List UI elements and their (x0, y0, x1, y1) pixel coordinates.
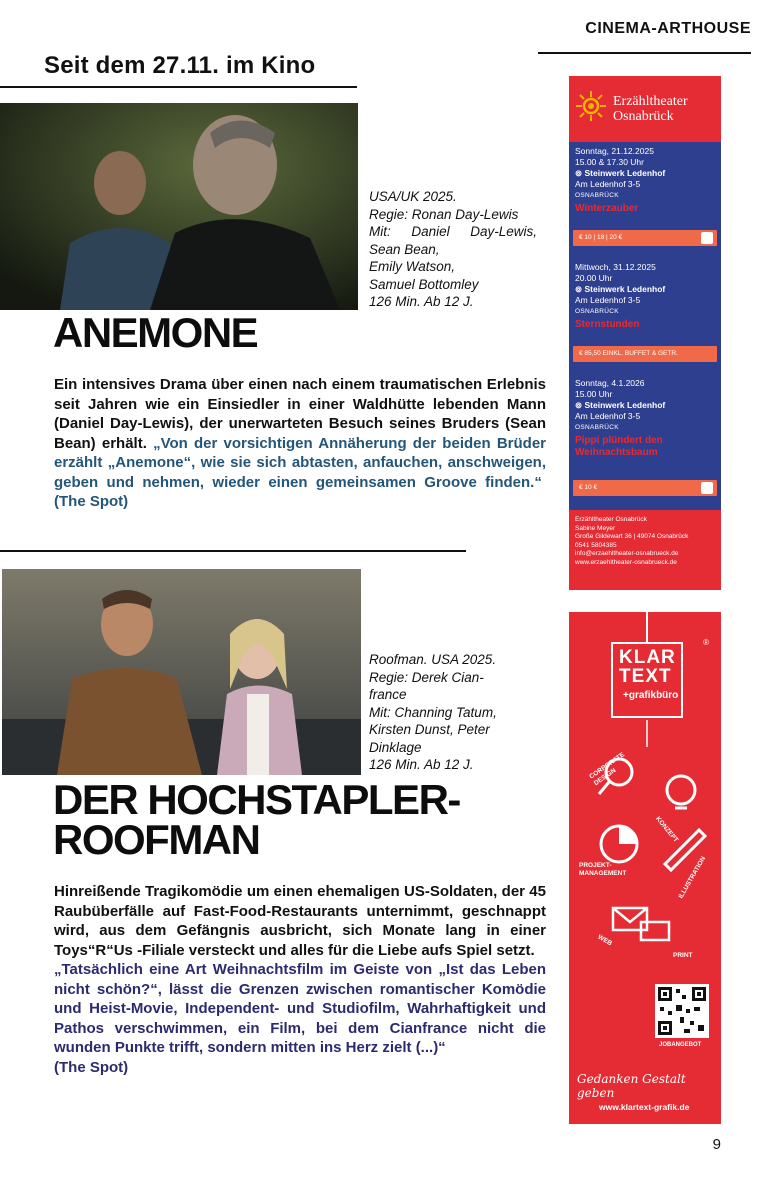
credit-line: Samuel Bottomley (369, 276, 479, 292)
credit-line: Roofman. USA 2025. (369, 652, 497, 667)
anemone-credits (369, 188, 537, 311)
event-address: Am Ledenhof 3-5 (575, 179, 641, 189)
credit-line: Sean Bean, (369, 241, 440, 257)
label-konzept: KONZEPT (654, 815, 680, 844)
venue-name: Steinwerk Ledenhof (584, 284, 666, 294)
page-number: 9 (712, 1136, 721, 1153)
event-time: 15.00 & 17.30 Uhr (575, 157, 644, 167)
ticket-icon (701, 232, 713, 244)
since-rule (0, 86, 357, 88)
price-bar (573, 346, 717, 362)
anemone-title: ANEMONE (53, 309, 258, 356)
qr-label: JOBANGEBOT (659, 1042, 702, 1048)
klartext-url[interactable]: www.klartext-grafik.de (599, 1102, 690, 1112)
event-item (569, 378, 721, 459)
erzaehltheater-ad[interactable] (569, 76, 721, 590)
contact-line: info@erzaehltheater-osnabrueck.de (575, 550, 679, 557)
credit-line: Regie: Ronan Day-Lewis (369, 206, 519, 222)
event-city: OSNABRÜCK (575, 192, 619, 199)
description-text: Ein intensives Drama über einen nach einem traumatischen Erlebnis seit Jahren wie ein Einsiedler in einer Waldhütte lebenden Mann (Daniel Day-Lewis), der unerwarteten Besuch seines Bruders (Sean Bean) erhält. (54, 376, 546, 452)
review-quote: „Tatsächlich eine Art Weihnachtsfilm im Geiste von „Ist das Leben nicht schön?“, lässt die Grenzen zwischen romantischer Komödie und Heist-Movie, Independent- und Studiofilm, Wahrhaftigkeit und Pathos verschwimmen, ein Film, bei dem Cianfrance nicht die wunden Punkte trifft, sondern mitten ins Herz zielt (...)“ (54, 961, 546, 1056)
ticket-icon (701, 482, 713, 494)
section-rule (538, 52, 751, 54)
credit-line: Kirsten Dunst, Peter (369, 722, 490, 737)
section-label: CINEMA-ARTHOUSE (585, 20, 751, 37)
event-item (569, 262, 721, 331)
klartext-ad[interactable] (569, 612, 721, 1124)
label-print: PRINT (673, 952, 693, 959)
theater-contact (575, 516, 719, 567)
signature: Gedanken Gestalt geben (577, 1072, 686, 1100)
credit-line: 126 Min. Ab 12 J. (369, 294, 474, 309)
anemone-description (54, 375, 546, 512)
lightbulb-icon (667, 776, 695, 808)
roofman-photo (2, 569, 361, 775)
price-text: € 10 | 18 | 20 € (579, 234, 623, 241)
contact-line: Große Gildewart 36 | 49074 Osnabrück (575, 533, 689, 540)
klartext-logo (619, 648, 676, 686)
logo-subtitle: +grafikbüro (623, 690, 679, 701)
credit-line: Dinklage (369, 739, 422, 755)
ad-header (569, 76, 721, 142)
theater-logo-text (613, 94, 688, 124)
qr-code[interactable] (655, 984, 709, 1038)
label-projekt: PROJEKT-MANAGEMENT (579, 862, 627, 877)
registered-mark: ® (703, 638, 709, 647)
roofman-credits (369, 651, 519, 774)
logo-line: Osnabrück (613, 109, 674, 124)
sun-logo-icon (575, 90, 607, 122)
logo-line: TEXT (619, 666, 672, 687)
review-source: (The Spot) (54, 493, 129, 510)
credit-line: Emily Watson, (369, 259, 456, 274)
event-item (569, 146, 721, 215)
venue-name: Steinwerk Ledenhof (584, 400, 666, 410)
event-date: Sonntag, 21.12.2025 (575, 146, 654, 156)
divider (0, 550, 466, 552)
event-time: 20.00 Uhr (575, 273, 613, 283)
roofman-title (53, 776, 533, 863)
event-venue: ⊚ Steinwerk Ledenhof (575, 168, 666, 178)
event-address: Am Ledenhof 3-5 (575, 295, 641, 305)
credit-line: Mit: Daniel Day-Lewis, (369, 224, 537, 239)
event-date: Mittwoch, 31.12.2025 (575, 262, 656, 272)
event-city: OSNABRÜCK (575, 424, 619, 431)
event-venue: ⊚ Steinwerk Ledenhof (575, 284, 666, 294)
title-line: ROOFMAN (53, 816, 260, 863)
event-show: Pippi plündert den Weihnachtsbaum (575, 435, 663, 458)
credit-line: france (369, 687, 407, 702)
qr-pattern (655, 984, 709, 1038)
event-city: OSNABRÜCK (575, 308, 619, 315)
price-bar (573, 480, 717, 496)
contact-line: Erzähltheater Osnabrück (575, 516, 647, 523)
label-web: WEB (596, 933, 614, 948)
review-quote: „Von der vorsichtigen Annäherung der beiden Brüder erzählt „Anemone“, wie sie sich abtasten, anfauchen, anschweigen, geben und nehmen, wieder einen gemeinsamen Groove finden.“ (54, 434, 547, 491)
anemone-photo (0, 103, 358, 310)
event-venue: ⊚ Steinwerk Ledenhof (575, 400, 666, 410)
price-text: € 10 € (579, 484, 598, 491)
label-illustration: ILLUSTRATION (677, 855, 708, 900)
events-panel (569, 142, 721, 510)
description-text: Hinreißende Tragikomödie um einen ehemaligen US-Soldaten, der 45 Raubüberfälle auf Fast-Food-Restaurants unternimmt, geschnappt wird, aus dem Gefängnis ausbricht, sich Monate lang in einer Toys“R“Us -Filiale versteckt und alles für die Liebe aufs Spiel setzt. (54, 883, 546, 959)
event-time: 15.00 Uhr (575, 389, 613, 399)
logo-line: Erzähltheater (613, 94, 688, 109)
event-show: Winterzauber (575, 203, 639, 214)
event-date: Sonntag, 4.1.2026 (575, 378, 645, 388)
title-line: DER HOCHSTAPLER- (53, 776, 460, 823)
credit-line: USA/UK 2025. (369, 189, 457, 204)
credit-line: Mit: Channing Tatum, (369, 704, 497, 720)
since-heading: Seit dem 27.11. im Kino (44, 52, 316, 79)
credit-line: Regie: Derek Cian- (369, 669, 484, 685)
label-corporate: CORPORATE DESIGN (588, 751, 626, 787)
pie-chart-icon (601, 826, 637, 862)
contact-line: www.erzaehltheater-osnabrueck.de (575, 558, 677, 566)
credit-line: 126 Min. Ab 12 J. (369, 757, 474, 772)
event-address: Am Ledenhof 3-5 (575, 411, 641, 421)
roofman-description (54, 882, 546, 1077)
logo-line: KLAR (619, 647, 676, 668)
venue-name: Steinwerk Ledenhof (584, 168, 666, 178)
review-source: (The Spot) (54, 1058, 129, 1076)
price-text: € 85,50 EINKL. BUFFET & GETR. (579, 350, 678, 357)
contact-line: 0541 5804385 (575, 541, 617, 549)
price-bar (573, 230, 717, 246)
contact-line: Sabine Meyer (575, 524, 616, 532)
event-show: Sternstunden (575, 319, 640, 330)
envelope-icon (613, 908, 669, 940)
